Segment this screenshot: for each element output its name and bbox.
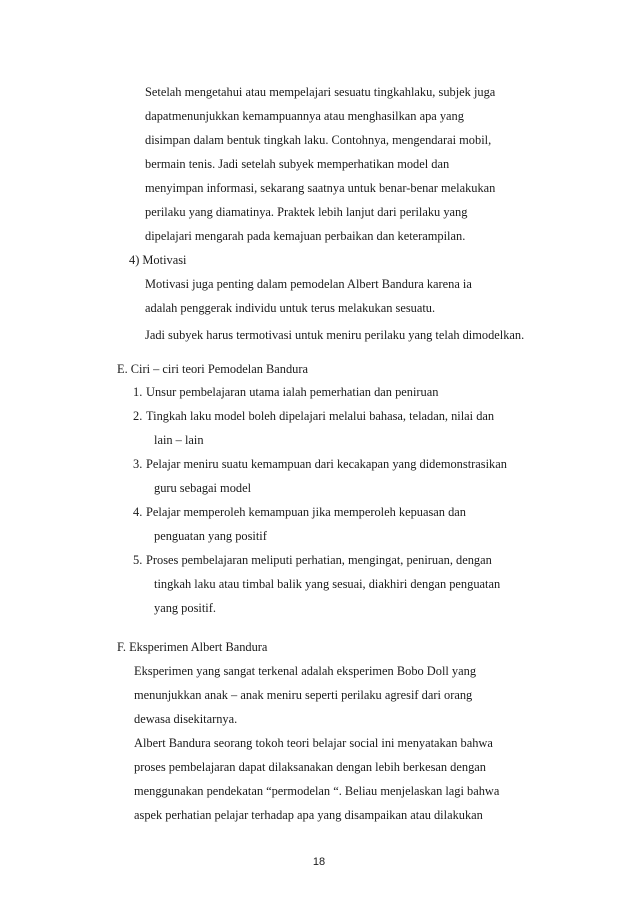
list-number: 4.	[133, 505, 143, 519]
text-line: proses pembelajaran dapat dilaksanakan dengan lebih berkesan dengan	[134, 760, 486, 774]
page-number: 18	[312, 856, 326, 868]
text-line: menyimpan informasi, sekarang saatnya untuk benar-benar melakukan	[145, 181, 496, 195]
motivasi-heading: 4) Motivasi	[129, 253, 187, 267]
text-line: Motivasi juga penting dalam pemodelan Albert Bandura karena ia	[145, 277, 472, 291]
text-line: perilaku yang diamatinya. Praktek lebih lanjut dari perilaku yang	[145, 205, 468, 219]
text-line: Albert Bandura seorang tokoh teori belajar social ini menyatakan bahwa	[134, 736, 493, 750]
section-f-heading: F. Eksperimen Albert Bandura	[117, 640, 268, 654]
list-item-text: penguatan yang positif	[154, 529, 267, 543]
list-item-text: lain – lain	[154, 433, 204, 447]
list-item-text: Tingkah laku model boleh dipelajari melalui bahasa, teladan, nilai dan	[146, 409, 495, 423]
text-line: dapatmenunjukkan kemampuannya atau menghasilkan apa yang	[145, 109, 464, 123]
text-line: adalah penggerak individu untuk terus melakukan sesuatu.	[145, 301, 436, 315]
text-line: disimpan dalam bentuk tingkah laku. Contohnya, mengendarai mobil,	[145, 133, 492, 147]
text-line: aspek perhatian pelajar terhadap apa yang disampaikan atau dilakukan	[134, 808, 483, 822]
text-line: menggunakan pendekatan “permodelan “. Beliau menjelaskan lagi bahwa	[134, 784, 500, 798]
list-item-text: yang positif.	[154, 601, 216, 615]
list-number: 3.	[133, 457, 143, 471]
text-line: Eksperimen yang sangat terkenal adalah eksperimen Bobo Doll yang	[134, 664, 477, 678]
text-line: dewasa disekitarnya.	[134, 712, 238, 726]
list-number: 5.	[133, 553, 143, 567]
list-number: 2.	[133, 409, 143, 423]
section-e-heading: E. Ciri – ciri teori Pemodelan Bandura	[117, 362, 308, 376]
list-item-text: Pelajar memperoleh kemampuan jika memperoleh kepuasan dan	[146, 505, 466, 519]
motivasi-conclusion: Jadi subyek harus termotivasi untuk meniru perilaku yang telah dimodelkan.	[145, 328, 525, 342]
list-item-text: Pelajar meniru suatu kemampuan dari kecakapan yang didemonstrasikan	[146, 457, 507, 471]
list-item-text: Unsur pembelajaran utama ialah pemerhatian dan peniruan	[146, 385, 439, 399]
text-line: Setelah mengetahui atau mempelajari sesuatu tingkahlaku, subjek juga	[145, 85, 496, 99]
list-item-text: guru sebagai model	[154, 481, 252, 495]
list-item-text: tingkah laku atau timbal balik yang sesuai, diakhiri dengan penguatan	[154, 577, 501, 591]
list-number: 1.	[133, 385, 143, 399]
text-line: menunjukkan anak – anak meniru seperti perilaku agresif dari orang	[134, 688, 473, 702]
text-line: dipelajari mengarah pada kemajuan perbaikan dan keterampilan.	[145, 229, 466, 243]
list-item-text: Proses pembelajaran meliputi perhatian, mengingat, peniruan, dengan	[146, 553, 492, 567]
text-line: bermain tenis. Jadi setelah subyek memperhatikan model dan	[145, 157, 450, 171]
